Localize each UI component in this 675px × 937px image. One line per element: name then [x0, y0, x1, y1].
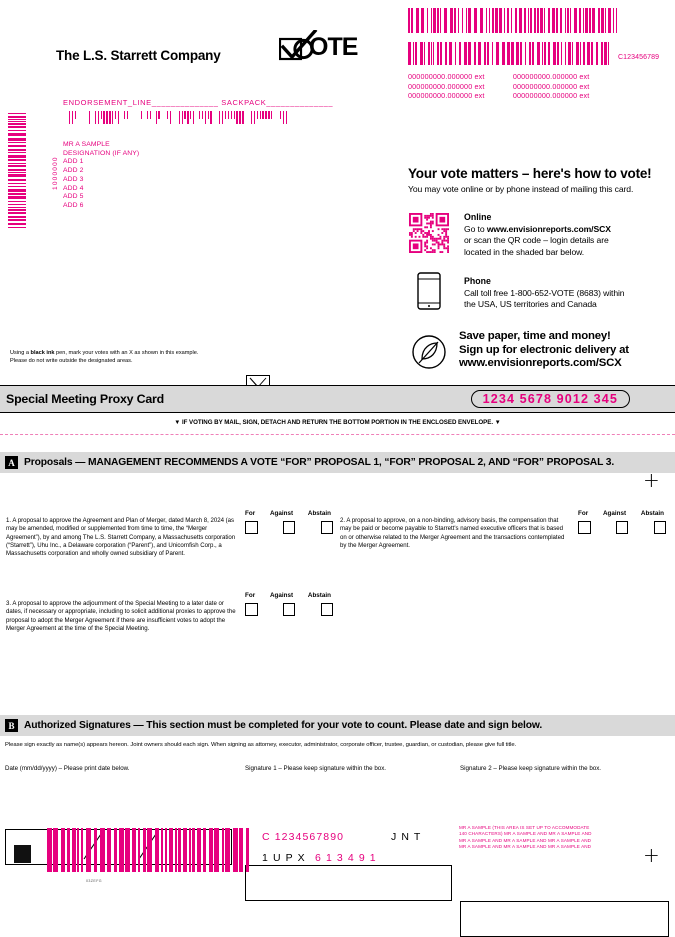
- proposal-1: [6, 517, 236, 559]
- vote-matters-title: Your vote matters – here's how to vote!: [408, 166, 652, 181]
- footer-barcode: [47, 828, 254, 872]
- footer-code-upx: 1 U P X: [262, 852, 306, 864]
- vote-header-against: Against: [602, 510, 627, 517]
- vote-header-row-2: [578, 510, 664, 517]
- mark-instructions: [10, 349, 245, 365]
- online-line-3: located in the shaded bar below.: [464, 246, 585, 257]
- black-registration-block: [14, 845, 31, 863]
- vote-header-row-1: [245, 510, 331, 517]
- top-barcode-2: [408, 42, 612, 65]
- sample-line: MR A SAMPLE AND MR A SAMPLE AND MR A SAMPLE AND: [459, 837, 592, 843]
- endorsement-line: ENDORSEMENT_LINE______________ SACKPACK______________: [63, 98, 334, 107]
- phone-heading: Phone: [464, 276, 491, 286]
- phone-icon: [417, 272, 441, 315]
- proxy-card-title: Special Meeting Proxy Card: [6, 392, 164, 406]
- checkbox-against-proposal-2[interactable]: [616, 521, 629, 534]
- section-a-title: Proposals — MANAGEMENT RECOMMENDS A VOTE “FOR” PROPOSAL 1, “FOR” PROPOSAL 2, AND “FOR” PROPOSAL 3.: [24, 457, 615, 468]
- address-line: ADD 2: [63, 167, 84, 175]
- proposal-3-number: 3.: [6, 600, 12, 607]
- online-url[interactable]: www.envisionreports.com/SCX: [486, 224, 611, 234]
- signature-note: Please sign exactly as name(s) appears hereon. Joint owners should each sign. When signing as attorney, executor, administrator, corporate officer, trustee, guardian, or custodian, please give full title.: [5, 742, 517, 748]
- address-line: MR A SAMPLE: [63, 141, 110, 148]
- mark-line-1: [10, 349, 245, 357]
- ext-row: [408, 91, 589, 101]
- footer-code-jnt: J N T: [391, 831, 422, 843]
- save-line-1: Save paper, time and money!: [459, 330, 611, 342]
- intelligent-mail-barcode: [63, 111, 291, 124]
- ext-value: 000000000.000000 ext: [512, 72, 590, 81]
- vote-boxes-proposal-2: [578, 521, 666, 534]
- ext-number-block: [408, 72, 589, 101]
- address-line: DESIGNATION (IF ANY): [63, 149, 140, 157]
- proposal-2-text: A proposal to approve, on a non-binding, advisory basis, the compensation that may be paid or become payable to Starrett's named executive officers that is based on or otherwise related to the Merger Agreement and the transactions contemplated by the Merger Agreement.: [340, 517, 565, 550]
- save-line-3[interactable]: www.envisionreports.com/SCX: [459, 357, 622, 370]
- vote-header-for: For: [245, 510, 256, 517]
- signature-1-label: Signature 1 – Please keep signature within the box.: [245, 765, 387, 772]
- sample-line: 140 CHARACTERS) MR A SAMPLE AND MR A SAMPLE AND: [459, 831, 592, 837]
- vote-header-for: For: [578, 510, 589, 517]
- proposal-1-number: 1.: [6, 517, 12, 524]
- footer-code-c: C 1234567890: [262, 831, 345, 843]
- checkbox-against-proposal-3[interactable]: [283, 603, 296, 616]
- top-barcode-1: [408, 8, 621, 33]
- address-line: ADD 1: [63, 158, 84, 166]
- registration-mark-top-right: +: [643, 468, 660, 492]
- sample-line: MR A SAMPLE (THIS AREA IS SET UP TO ACCOMMODATE: [459, 825, 590, 830]
- leaf-icon: [411, 334, 447, 375]
- vote-header-against: Against: [269, 592, 294, 599]
- section-b-title: Authorized Signatures — This section must be completed for your vote to count. Please date and sign below.: [24, 720, 543, 731]
- checkbox-abstain-proposal-1[interactable]: [321, 521, 334, 534]
- mark-pre: Using a: [10, 350, 31, 356]
- footer-sample-block: [459, 825, 592, 851]
- company-name: The L.S. Starrett Company: [56, 48, 221, 63]
- date-field-label: Date (mm/dd/yyyy) – Please print date below.: [5, 765, 130, 772]
- vote-header-abstain: Abstain: [640, 510, 664, 517]
- vote-header-against: Against: [269, 510, 294, 517]
- checkbox-against-proposal-1[interactable]: [283, 521, 296, 534]
- rotated-digits: 1000000: [52, 156, 59, 190]
- online-line-2: or scan the QR code – login details are: [464, 235, 609, 246]
- phone-line-2: the USA, US territories and Canada: [464, 299, 597, 310]
- left-vertical-barcode: [8, 113, 26, 230]
- vote-boxes-proposal-1: [245, 521, 333, 534]
- mark-bold: black ink: [30, 350, 55, 356]
- footer-code-digits: 6 1 3 4 9 1: [315, 852, 377, 864]
- save-line-2: Sign up for electronic delivery at: [459, 343, 629, 356]
- mark-post: pen, mark your votes with an X as shown in this example.: [54, 350, 199, 356]
- proposal-1-text: A proposal to approve the Agreement and Plan of Merger, dated March 8, 2024 (as may be amended, modified or supplemented from time to time, the “Merger Agreement”), by and among The L.S. Starrett Company, a Massachusetts corporation (“Starrett”), Uhu Inc., a Delaware corporation (“Parent”), and Unicornfish Corp., a Massachusetts corporation and wholly owned subsidiary of Parent.: [6, 517, 236, 558]
- address-line: ADD 3: [63, 175, 84, 183]
- section-a-header: [0, 452, 675, 473]
- section-b-letter: B: [5, 719, 18, 732]
- vote-matters-subtitle: You may vote online or by phone instead of mailing this card.: [408, 184, 634, 194]
- phone-body: [464, 288, 674, 311]
- vote-logo: [279, 30, 358, 61]
- address-line: ADD 4: [63, 184, 84, 192]
- ext-value: 000000000.000000 ext: [512, 91, 590, 100]
- checkbox-abstain-proposal-3[interactable]: [321, 603, 334, 616]
- online-line-1: [464, 224, 674, 235]
- ext-value: 000000000.000000 ext: [512, 81, 590, 91]
- signature-1-field[interactable]: [245, 865, 452, 901]
- checkbox-for-proposal-3[interactable]: [245, 603, 258, 616]
- section-b-header: [0, 715, 675, 736]
- registration-mark-bottom-right: +: [643, 843, 660, 867]
- save-paper-block: [459, 330, 674, 371]
- mark-line-2: Please do not write outside the designated areas.: [10, 358, 133, 364]
- mailing-address-block: [63, 141, 139, 211]
- online-goto-label: Go to: [464, 224, 487, 234]
- ext-value: 000000000.000000 ext: [408, 81, 485, 91]
- checkbox-for-proposal-2[interactable]: [578, 521, 591, 534]
- online-body: [464, 224, 674, 258]
- proxy-card-bar: [0, 385, 675, 413]
- phone-line-1: Call toll free 1-800-652-VOTE (8683) within: [464, 288, 625, 298]
- footer-tiny-code: 03ZEFG: [86, 879, 102, 883]
- online-heading: Online: [464, 212, 492, 222]
- vote-logo-text: OTE: [309, 33, 358, 61]
- proposal-2-number: 2.: [340, 517, 346, 524]
- proposal-3: [6, 600, 236, 633]
- vote-header-row-3: [245, 592, 331, 599]
- ext-value: 000000000.000000 ext: [408, 91, 485, 100]
- checkbox-for-proposal-1[interactable]: [245, 521, 258, 534]
- signature-2-label: Signature 2 – Please keep signature within the box.: [460, 765, 602, 772]
- ext-row: [408, 82, 589, 92]
- ext-value: 000000000.000000 ext: [408, 72, 485, 81]
- address-line: ADD 5: [63, 193, 84, 201]
- vote-header-for: For: [245, 592, 256, 599]
- vote-header-abstain: Abstain: [307, 510, 331, 517]
- vote-header-abstain: Abstain: [307, 592, 331, 599]
- c-number: C123456789: [618, 54, 660, 61]
- proposal-3-text: A proposal to approve the adjournment of the Special Meeting to a later date or dates, if necessary or appropriate, including to solicit additional proxies to approve the proposal to adopt the Merger Agreement if there are insufficient votes to adopt the Merger Agreement at the time of the Special Meeting.: [6, 600, 236, 633]
- proposal-2: [340, 517, 568, 550]
- detach-notice: ▼ IF VOTING BY MAIL, SIGN, DETACH AND RETURN THE BOTTOM PORTION IN THE ENCLOSED ENVELOPE. ▼: [174, 419, 501, 426]
- sample-line: MR A SAMPLE AND MR A SAMPLE AND MR A SAMPLE AND: [459, 844, 592, 850]
- section-a-letter: A: [5, 456, 18, 469]
- vote-boxes-proposal-3: [245, 603, 333, 616]
- perforation-line: [0, 434, 675, 435]
- checkbox-abstain-proposal-2[interactable]: [654, 521, 667, 534]
- address-line: ADD 6: [63, 201, 84, 209]
- ext-row: [408, 72, 589, 82]
- signature-2-field[interactable]: [460, 901, 669, 937]
- control-number: 1234 5678 9012 345: [471, 390, 630, 408]
- qr-code-icon: [409, 213, 449, 253]
